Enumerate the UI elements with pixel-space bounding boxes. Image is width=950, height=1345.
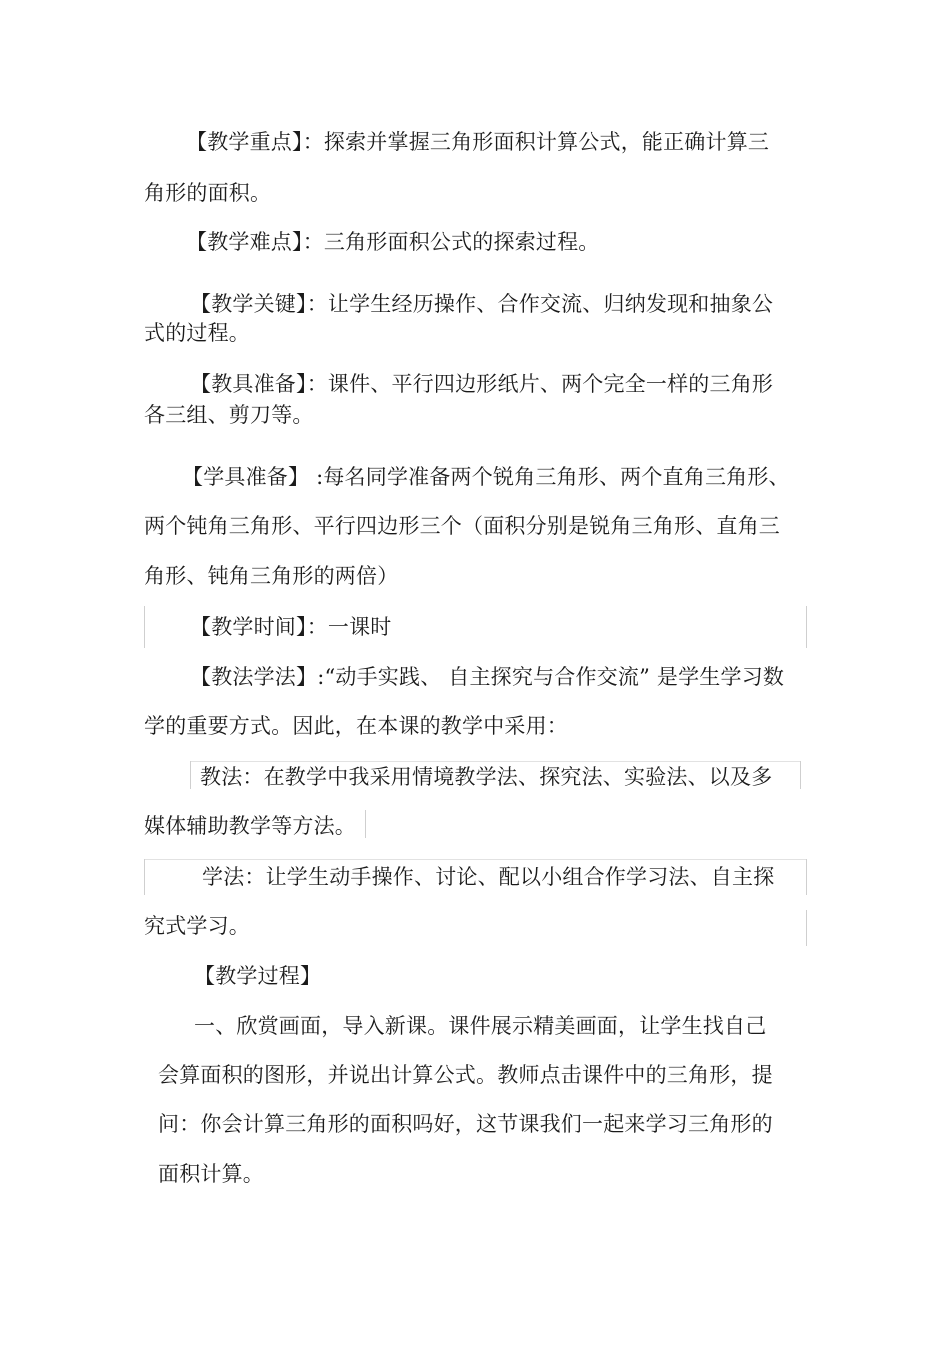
scan-border-right (806, 859, 807, 895)
scan-border-top (144, 859, 806, 860)
text-line: 【教学关键】：让学生经历操作、合作交流、归纳发现和抽象公 (190, 292, 774, 316)
text-line: 两个钝角三角形、平行四边形三个（面积分别是锐角三角形、直角三 (144, 514, 780, 538)
text-line: 一、欣赏画面，导入新课。课件展示精美画面，让学生找自己 (194, 1014, 767, 1038)
text-line: 学的重要方式。因此，在本课的教学中采用： (144, 714, 568, 738)
text-line: 式的过程。 (144, 321, 250, 345)
scan-border-top (190, 761, 800, 762)
text-line: 媒体辅助教学等方法。 (144, 814, 356, 838)
text-line: 【教学过程】 (194, 964, 322, 988)
text-line: 【教法学法】:“动手实践、 自主探究与合作交流” 是学生学习数 (190, 665, 785, 689)
scan-border-right (806, 606, 807, 648)
scan-border-right (806, 910, 807, 946)
text-line: 学法：让学生动手操作、讨论、配以小组合作学习法、自主探 (202, 865, 775, 889)
text-line: 【学具准备】 :每名同学准备两个锐角三角形、两个直角三角形、 (182, 465, 790, 489)
scan-border-right (800, 761, 801, 789)
text-line: 角形的面积。 (144, 181, 272, 205)
text-line: 【教学重点】：探索并掌握三角形面积计算公式，能正确计算三 (186, 130, 770, 154)
scan-border-left (144, 606, 145, 648)
text-line: 究式学习。 (144, 914, 250, 938)
scan-border-right (365, 810, 366, 838)
text-line: 【教学时间】：一课时 (190, 615, 392, 639)
text-line: 问：你会计算三角形的面积吗好，这节课我们一起来学习三角形的 (158, 1112, 773, 1136)
text-line: 【教具准备】：课件、平行四边形纸片、两个完全一样的三角形 (190, 372, 774, 396)
text-line: 会算面积的图形，并说出计算公式。教师点击课件中的三角形，提 (158, 1063, 773, 1087)
text-line: 教法：在教学中我采用情境教学法、探究法、实验法、以及多 (200, 765, 773, 789)
text-line: 各三组、剪刀等。 (144, 403, 314, 427)
text-line: 面积计算。 (158, 1162, 264, 1186)
text-line: 角形、钝角三角形的两倍） (144, 564, 399, 588)
scan-border-left (190, 761, 191, 789)
text-line: 【教学难点】：三角形面积公式的探索过程。 (186, 230, 600, 254)
scan-border-left (144, 859, 145, 895)
